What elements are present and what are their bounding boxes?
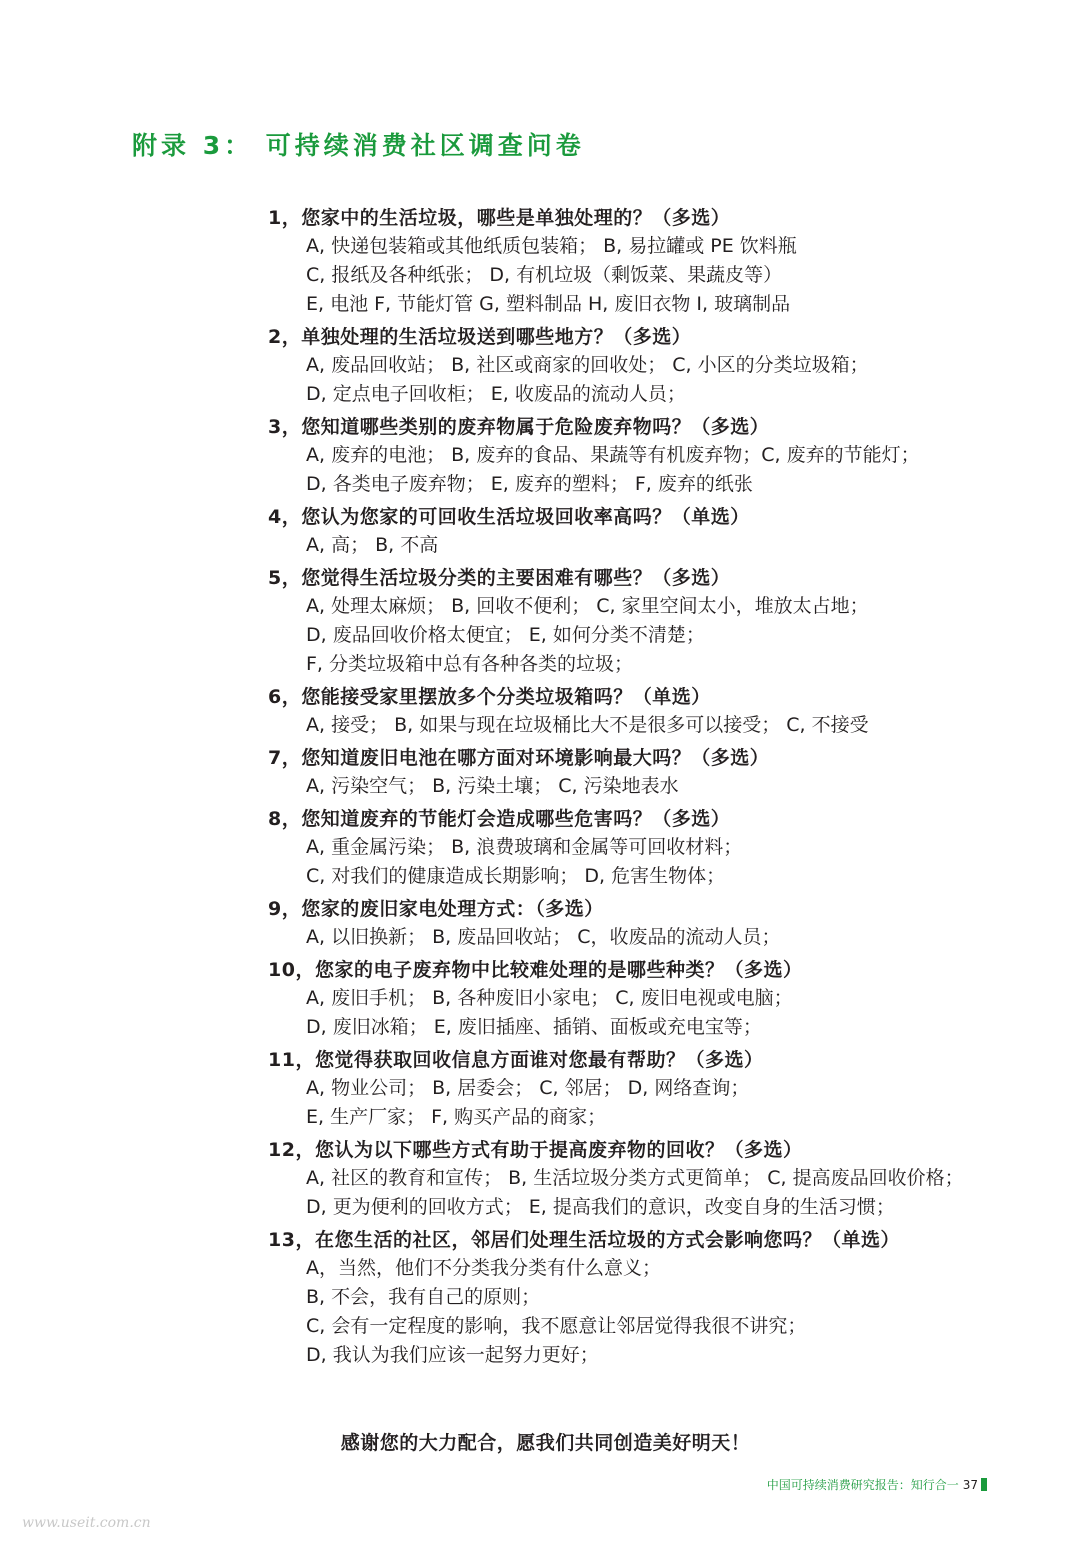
footer-marker bbox=[981, 1478, 987, 1491]
page-footer bbox=[767, 1476, 987, 1493]
question-item bbox=[268, 683, 1058, 740]
answer-options: A, 高； B, 不高 bbox=[306, 534, 439, 556]
question-list bbox=[268, 204, 1058, 1374]
answer-options: A, 处理太麻烦； B, 回收不便利； C, 家里空间太小，堆放太占地； bbox=[306, 595, 869, 617]
answer-options: D, 我认为我们应该一起努力更好； bbox=[306, 1344, 599, 1366]
footer-report-title: 中国可持续消费研究报告：知行合一 bbox=[766, 1478, 959, 1492]
answer-options: A, 社区的教育和宣传； B, 生活垃圾分类方式更简单； C, 提高废品回收价格； bbox=[306, 1167, 964, 1189]
answer-options: C, 对我们的健康造成长期影响； D, 危害生物体； bbox=[306, 865, 726, 887]
answer-options: D, 更为便利的回收方式； E, 提高我们的意识，改变自身的生活习惯； bbox=[306, 1196, 895, 1218]
page-title: 附录 3： 可持续消费社区调查问卷 bbox=[132, 131, 585, 160]
answer-options: D, 各类电子废弃物； E, 废弃的塑料； F, 废弃的纸张 bbox=[306, 473, 753, 495]
answer-options: D, 废旧冰箱； E, 废旧插座、插销、面板或充电宝等； bbox=[306, 1016, 762, 1038]
page-number: 37 bbox=[962, 1477, 978, 1492]
question-item bbox=[268, 744, 1058, 801]
answer-options: D, 定点电子回收柜； E, 收废品的流动人员； bbox=[306, 383, 686, 405]
question-item bbox=[268, 895, 1058, 952]
answer-options: C, 会有一定程度的影响，我不愿意让邻居觉得我很不讲究； bbox=[306, 1315, 807, 1337]
question-title: 13，在您生活的社区，邻居们处理生活垃圾的方式会影响您吗？（单选） bbox=[268, 1229, 900, 1251]
question-title: 4，您认为您家的可回收生活垃圾回收率高吗？（单选） bbox=[268, 506, 750, 528]
answer-options: D, 废品回收价格太便宜； E, 如何分类不清楚； bbox=[306, 624, 705, 646]
answer-options: A, 快递包装箱或其他纸质包装箱； B, 易拉罐或 PE 饮料瓶 bbox=[306, 235, 797, 257]
answer-options: A, 以旧换新； B, 废品回收站； C，收废品的流动人员； bbox=[306, 926, 781, 948]
answer-options: E, 生产厂家； F, 购买产品的商家； bbox=[306, 1106, 607, 1128]
answer-options: A, 废旧手机； B, 各种废旧小家电； C, 废旧电视或电脑； bbox=[306, 987, 793, 1009]
question-item bbox=[268, 1136, 1058, 1222]
question-item bbox=[268, 204, 1058, 319]
question-title: 11，您觉得获取回收信息方面谁对您最有帮助？（多选） bbox=[268, 1049, 764, 1071]
question-item bbox=[268, 1046, 1058, 1132]
question-item bbox=[268, 323, 1058, 409]
question-title: 10，您家的电子废弃物中比较难处理的是哪些种类？（多选） bbox=[268, 959, 803, 981]
question-item bbox=[268, 1226, 1058, 1370]
thanks-text: 感谢您的大力配合，愿我们共同创造美好明天！ bbox=[340, 1432, 751, 1454]
question-item bbox=[268, 503, 1058, 560]
question-title: 2，单独处理的生活垃圾送到哪些地方？（多选） bbox=[268, 326, 692, 348]
answer-options: A, 物业公司； B, 居委会； C, 邻居； D, 网络查询； bbox=[306, 1077, 750, 1099]
answer-options: A, 废弃的电池； B, 废弃的食品、果蔬等有机废弃物；C, 废弃的节能灯； bbox=[306, 444, 920, 466]
thanks-message bbox=[0, 1428, 1091, 1455]
question-title: 12，您认为以下哪些方式有助于提高废弃物的回收？（多选） bbox=[268, 1139, 803, 1161]
answer-options: E, 电池 F, 节能灯管 G, 塑料制品 H, 废旧衣物 I, 玻璃制品 bbox=[306, 293, 791, 315]
answer-options: A, 接受； B, 如果与现在垃圾桶比大不是很多可以接受； C, 不接受 bbox=[306, 714, 869, 736]
answer-options: A, 污染空气； B, 污染土壤； C, 污染地表水 bbox=[306, 775, 679, 797]
question-title: 9，您家的废旧家电处理方式：（多选） bbox=[268, 898, 604, 920]
question-title: 1，您家中的生活垃圾，哪些是单独处理的？（多选） bbox=[268, 207, 731, 229]
answer-options: C, 报纸及各种纸张； D, 有机垃圾（剩饭菜、果蔬皮等） bbox=[306, 264, 783, 286]
answer-options: F, 分类垃圾箱中总有各种各类的垃圾； bbox=[306, 653, 634, 675]
question-title: 8，您知道废弃的节能灯会造成哪些危害吗？（多选） bbox=[268, 808, 731, 830]
answer-options: A, 重金属污染； B, 浪费玻璃和金属等可回收材料； bbox=[306, 836, 743, 858]
question-title: 7，您知道废旧电池在哪方面对环境影响最大吗？（多选） bbox=[268, 747, 770, 769]
question-item bbox=[268, 805, 1058, 891]
answer-options: A，当然，他们不分类我分类有什么意义； bbox=[306, 1257, 661, 1279]
watermark: www.useit.com.cn bbox=[22, 1515, 151, 1531]
answer-options: A, 废品回收站； B, 社区或商家的回收处； C, 小区的分类垃圾箱； bbox=[306, 354, 869, 376]
question-item bbox=[268, 956, 1058, 1042]
question-title: 5，您觉得生活垃圾分类的主要困难有哪些？（多选） bbox=[268, 567, 731, 589]
question-item bbox=[268, 564, 1058, 679]
question-title: 6，您能接受家里摆放多个分类垃圾箱吗？（单选） bbox=[268, 686, 711, 708]
answer-options: B, 不会，我有自己的原则； bbox=[306, 1286, 541, 1308]
question-title: 3，您知道哪些类别的废弃物属于危险废弃物吗？（多选） bbox=[268, 416, 770, 438]
question-item bbox=[268, 413, 1058, 499]
